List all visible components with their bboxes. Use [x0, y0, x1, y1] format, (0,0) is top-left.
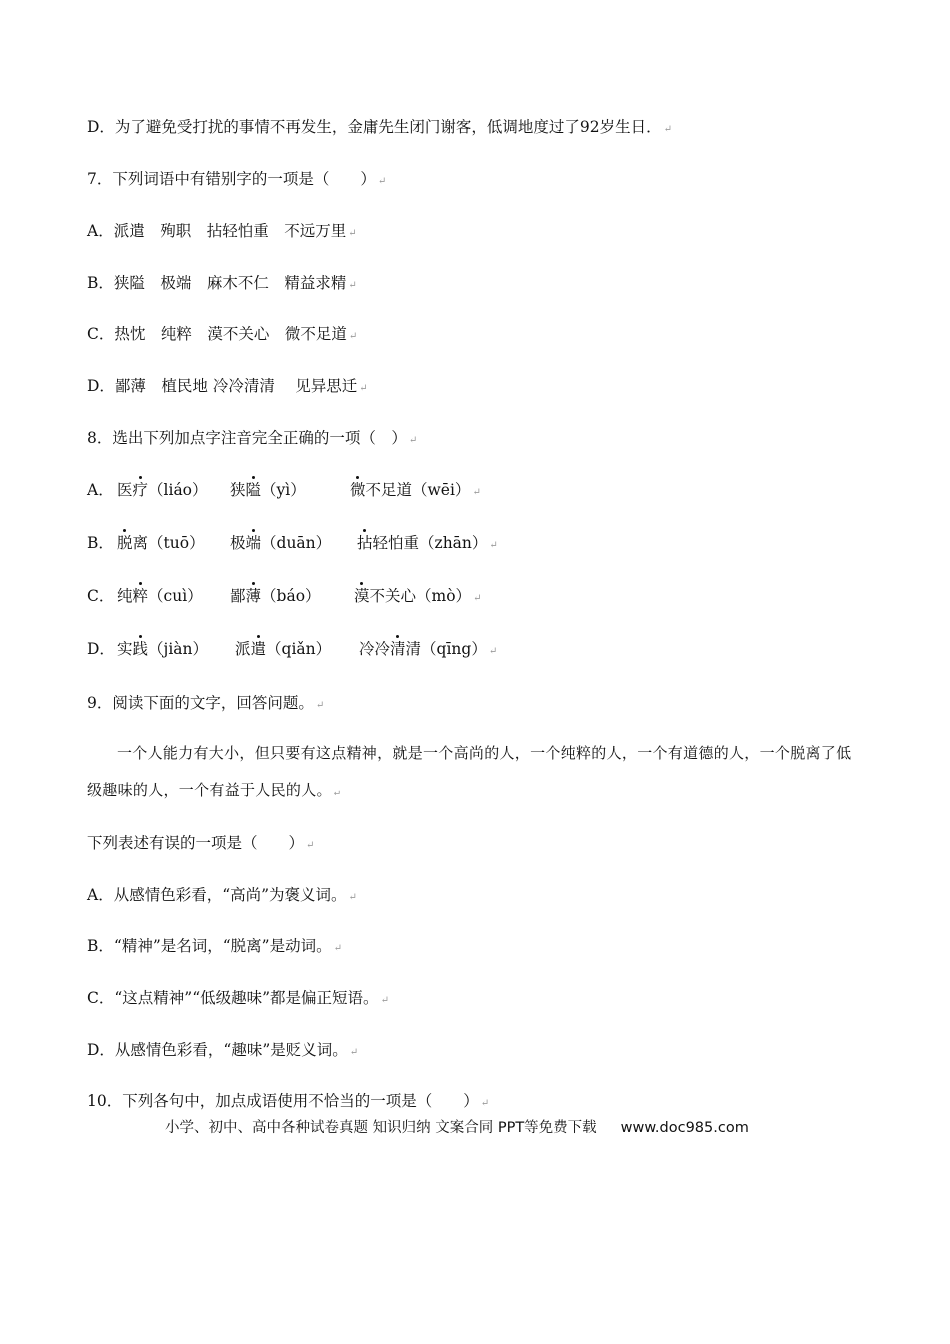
q9-option-d: D．从感情色彩看，“趣味”是贬义词。 ↵: [87, 1041, 359, 1059]
emphasis-dot-char: 拈: [357, 534, 373, 552]
paragraph-mark: ↵: [333, 943, 342, 954]
paragraph-mark: ↵: [348, 331, 358, 342]
paragraph-mark: ↵: [348, 892, 357, 903]
paragraph-mark: ↵: [333, 787, 341, 798]
q9-option-b: B．“精神”是名词，“脱离”是动词。 ↵: [87, 937, 342, 955]
paragraph-mark: ↵: [348, 280, 357, 291]
paragraph-mark: ↵: [480, 1098, 490, 1109]
footer-text: 小学、初中、高中各种试卷真题 知识归纳 文案合同 PPT等免费下载: [165, 1120, 597, 1136]
q9-passage: 一个人能力有大小，但只要有这点精神，就是一个高尚的人，一个纯粹的人，一个有道德的人，一个脱离了低级趣味的人，一个有益于人民的人。 ↵: [87, 744, 852, 799]
paragraph-mark: ↵: [349, 1047, 359, 1058]
q7-option-d: D．鄙薄 植民地 冷冷清清 见异思迁 ↵: [87, 377, 368, 395]
paragraph-mark: ↵: [306, 840, 315, 851]
emphasis-dot-char: 薄: [245, 587, 262, 605]
q9-question: 下列表述有误的一项是（ ） ↵: [87, 834, 315, 852]
paragraph-mark: ↵: [348, 228, 357, 239]
paragraph-mark: ↵: [359, 383, 368, 394]
emphasis-dot-char: 清: [390, 640, 406, 658]
q7-option-a: A．派遣 殉职 拈轻怕重 不远万里 ↵: [87, 222, 357, 240]
paragraph-mark: ↵: [377, 176, 387, 187]
emphasis-dot-char: 践: [132, 640, 149, 658]
paragraph-mark: ↵: [380, 995, 389, 1006]
q8-stem: 8．选出下列加点字注音完全正确的一项（ ） ↵: [87, 429, 418, 447]
emphasis-dot-char: 疗: [132, 481, 149, 499]
paragraph-mark: ↵: [663, 124, 673, 135]
emphasis-dot-char: 隘: [245, 481, 262, 499]
emphasis-dot-char: 粹: [132, 587, 149, 605]
emphasis-dot-char: 端: [245, 534, 262, 552]
q9-option-c: C．“这点精神”“低级趣味”都是偏正短语。 ↵: [87, 989, 389, 1007]
q9-option-a: A．从感情色彩看，“高尚”为褒义词。 ↵: [87, 886, 357, 904]
paragraph-mark: ↵: [408, 435, 418, 446]
footer-url: www.doc985.com: [620, 1120, 749, 1136]
q7-option-c: C．热忱 纯粹 漠不关心 微不足道 ↵: [87, 325, 358, 343]
paragraph-mark: ↵: [488, 646, 498, 657]
q9-stem: 9．阅读下面的文字，回答问题。 ↵: [87, 694, 325, 712]
q7-stem: 7．下列词语中有错别字的一项是（ ） ↵: [87, 170, 387, 188]
q10-stem: 10．下列各句中，加点成语使用不恰当的一项是（ ） ↵: [87, 1092, 490, 1110]
emphasis-dot-char: 微: [350, 481, 366, 499]
q8-option-b: B． 脱离（tuō） 极端（duān） 拈轻怕重（zhān） ↵: [87, 534, 498, 552]
emphasis-dot-char: 遣: [250, 640, 267, 658]
paragraph-mark: ↵: [315, 700, 325, 711]
emphasis-dot-char: 脱: [117, 534, 133, 552]
emphasis-dot-char: 漠: [354, 587, 370, 605]
q8-option-c: C． 纯粹（cuì） 鄙薄（báo） 漠不关心（mò） ↵: [87, 587, 482, 605]
page-footer: [165, 1116, 749, 1137]
q8-option-a: A． 医疗（liáo） 狭隘（yì） 微不足道（wēi） ↵: [87, 481, 481, 499]
paragraph-mark: ↵: [473, 593, 482, 604]
q8-option-d: D． 实践（jiàn） 派遣（qiǎn） 冷冷清清（qīng） ↵: [87, 640, 498, 658]
paragraph-mark: ↵: [472, 487, 481, 498]
q7-option-b: B．狭隘 极端 麻木不仁 精益求精 ↵: [87, 274, 357, 292]
paragraph-mark: ↵: [489, 540, 498, 551]
q6-option-d: D．为了避免受打扰的事情不再发生，金庸先生闭门谢客，低调地度过了92岁生日． ↵: [87, 118, 673, 136]
